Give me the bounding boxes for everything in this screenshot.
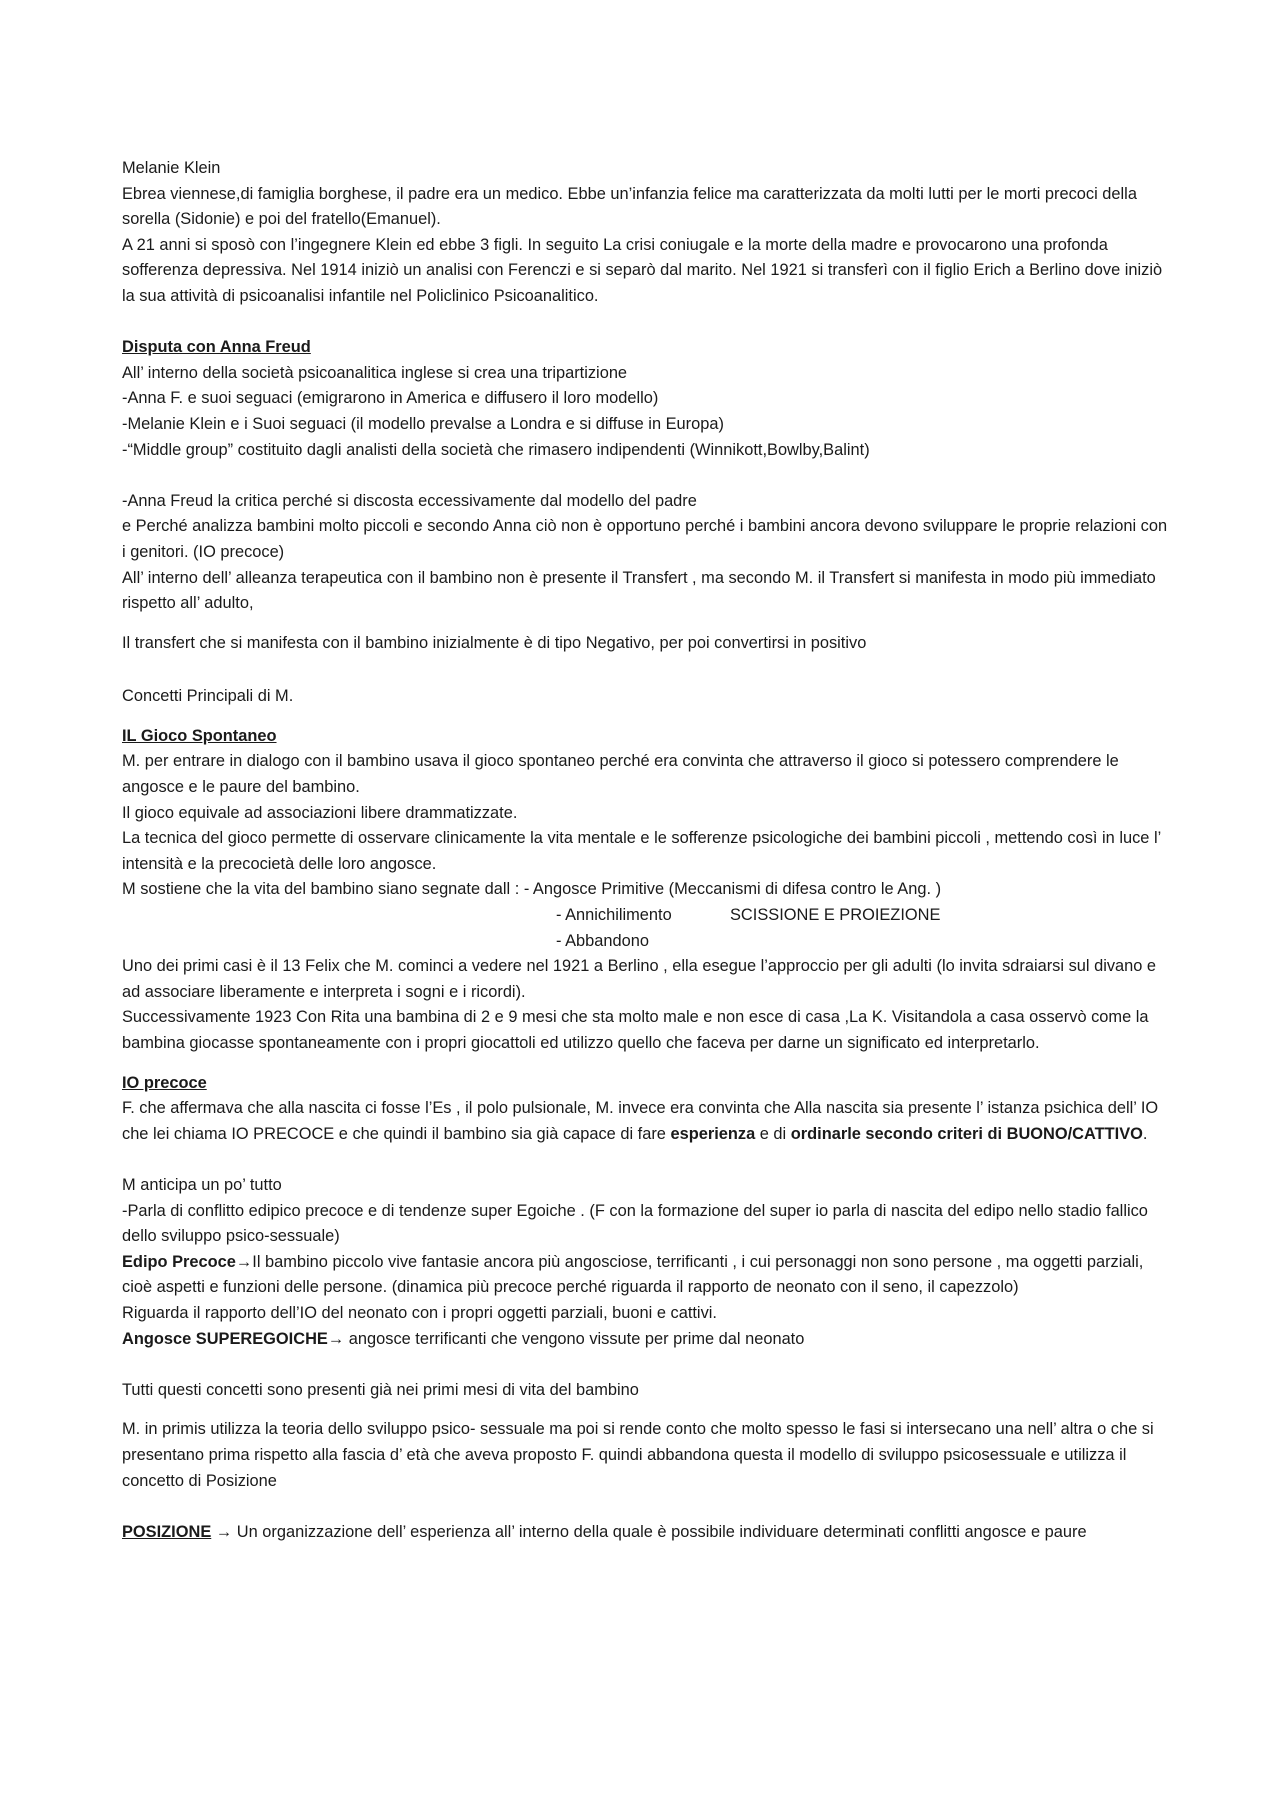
text-span: angosce terrificanti che vengono vissute per prime dal neonato: [344, 1329, 805, 1348]
text-paragraph: Uno dei primi casi è il 13 Felix che M. cominci a vedere nel 1921 a Berlino , ella esegue l’approccio per gli adulti (lo invita sdraiarsi sul divano e ad associare liberamente e interpreta i sogni e i ricordi).: [122, 957, 1157, 1001]
arrow-icon: →: [211, 1522, 237, 1541]
angosce-lead: M sostiene che la vita del bambino siano segnate dall :: [122, 880, 524, 899]
document-title: Melanie Klein: [122, 159, 221, 177]
text-span: F. che affermava che alla nascita ci fosse l’Es , il polo pulsionale, M. invece era convinta che Alla nascita sia presente l’ istanza psichica dell’ IO che lei chiama IO PRECOCE e che quindi il bambino sia già capace di fare: [122, 1099, 1159, 1143]
list-item: - Annichilimento: [556, 906, 672, 925]
section-heading-io-precoce: IO precoce: [122, 1073, 207, 1092]
concetti-title: Concetti Principali di M.: [122, 687, 294, 706]
text-line: [122, 1327, 1172, 1353]
angosce-list: [122, 877, 1172, 903]
angosce-list-row: [122, 903, 1172, 929]
text-line: All’ interno della società psicoanalitica inglese si crea una tripartizione: [122, 363, 628, 382]
text-paragraph: All’ interno dell’ alleanza terapeutica con il bambino non è presente il Transfert , ma secondo M. il Transfert si manifesta in modo più immediato rispetto all’ adulto,: [122, 568, 1156, 613]
angosce-list-row: [122, 929, 1172, 955]
text-line: Il gioco equivale ad associazioni libere drammatizzate.: [122, 803, 518, 822]
bold-term: Angosce SUPEREGOICHE→: [122, 1329, 345, 1348]
intro-paragraph: Ebrea viennese,di famiglia borghese, il padre era un medico. Ebbe un’infanzia felice ma caratterizzata da molti lutti per le morti precoci della sorella (Sidonie) e poi del fratello(Emanuel).: [122, 184, 1137, 229]
text-span: .: [1142, 1124, 1148, 1143]
text-paragraph: [122, 1250, 1172, 1301]
list-item: -“Middle group” costituito dagli analisti della società che rimasero indipendenti (Winnikott,Bowlby,Balint): [122, 440, 870, 459]
intro-paragraph: A 21 anni si sposò con l’ingegnere Klein ed ebbe 3 figli. In seguito La crisi coniugale e la morte della madre e provocarono una profonda sofferenza depressiva. Nel 1914 iniziò un analisi con Ferenczi e si separò dal marito. Nel 1921 si transferì con il figlio Erich a Berlino dove iniziò la sua attività di psicoanalisi infantile nel Policlinico Psicoanalitico.: [122, 235, 1163, 305]
list-item: - Abbandono: [556, 931, 649, 950]
posizione-label: POSIZIONE: [122, 1522, 212, 1541]
posizione-definition: [122, 1520, 1172, 1546]
bold-term: Edipo Precoce→: [122, 1252, 253, 1271]
text-line: M anticipa un po’ tutto: [122, 1175, 282, 1194]
bold-term: esperienza: [670, 1124, 756, 1143]
text-paragraph: [122, 1096, 1172, 1147]
text-line: Tutti questi concetti sono presenti già nei primi mesi di vita del bambino: [122, 1380, 639, 1399]
text-line: Il transfert che si manifesta con il bambino inizialmente è di tipo Negativo, per poi convertirsi in positivo: [122, 633, 867, 652]
text-paragraph: -Parla di conflitto edipico precoce e di tendenze super Egoiche . (F con la formazione del super io parla di nascita del edipo nello stadio fallico dello sviluppo psico-sessuale): [122, 1201, 1148, 1246]
text-line: -Anna Freud la critica perché si discosta eccessivamente dal modello del padre: [122, 491, 697, 510]
section-heading-gioco: IL Gioco Spontaneo: [122, 726, 277, 745]
text-span: Un organizzazione dell’ esperienza all’ interno della quale è possibile individuare determinati conflitti angosce e paure: [236, 1522, 1087, 1541]
document-page: [122, 156, 1172, 1545]
text-paragraph: e Perché analizza bambini molto piccoli e secondo Anna ciò non è opportuno perché i bambini ancora devono sviluppare le proprie relazioni con i genitori. (IO precoce): [122, 517, 1168, 561]
list-item: - Angosce Primitive (Meccanismi di difesa contro le Ang. ): [523, 880, 942, 899]
text-span: Il bambino piccolo vive fantasie ancora più angosciose, terrificanti , i cui personaggi non sono persone , ma oggetti parziali, cioè aspetti e funzioni delle persone. (dinamica più precoce perché riguarda il rapporto de neonato con il seno, il capezzolo): [122, 1252, 1144, 1297]
text-paragraph: La tecnica del gioco permette di osservare clinicamente la vita mentale e le sofferenze psicologiche dei bambini piccoli , mettendo così in luce l’ intensità e la precocietà delle loro angosce.: [122, 829, 1161, 873]
text-line: Riguarda il rapporto dell’IO del neonato con i propri oggetti parziali, buoni e cattivi.: [122, 1303, 717, 1322]
list-item: -Anna F. e suoi seguaci (emigrarono in America e diffusero il loro modello): [122, 389, 659, 408]
text-span: e di: [755, 1124, 791, 1143]
list-item-note: SCISSIONE E PROIEZIONE: [730, 906, 941, 925]
list-item: -Melanie Klein e i Suoi seguaci (il modello prevalse a Londra e si diffuse in Europa): [122, 414, 724, 433]
text-paragraph: M. in primis utilizza la teoria dello sviluppo psico- sessuale ma poi si rende conto che molto spesso le fasi si intersecano una nell’ altra o che si presentano prima rispetto alla fascia d’ età che aveva proposto F. quindi abbandona questa il modello di sviluppo psicosessuale e utilizza il concetto di Posizione: [122, 1420, 1154, 1490]
text-paragraph: Successivamente 1923 Con Rita una bambina di 2 e 9 mesi che sta molto male e non esce di casa ,La K. Visitandola a casa osservò come la bambina giocasse spontaneamente con i propri giocattoli ed utilizzo quello che faceva per darne un significato ed interpretarlo.: [122, 1008, 1149, 1052]
section-heading-disputa: Disputa con Anna Freud: [122, 338, 311, 357]
text-paragraph: M. per entrare in dialogo con il bambino usava il gioco spontaneo perché era convinta che attraverso il gioco si potessero comprendere le angosce e le paure del bambino.: [122, 752, 1119, 797]
bold-term: ordinarle secondo criteri di BUONO/CATTIVO: [790, 1124, 1143, 1143]
